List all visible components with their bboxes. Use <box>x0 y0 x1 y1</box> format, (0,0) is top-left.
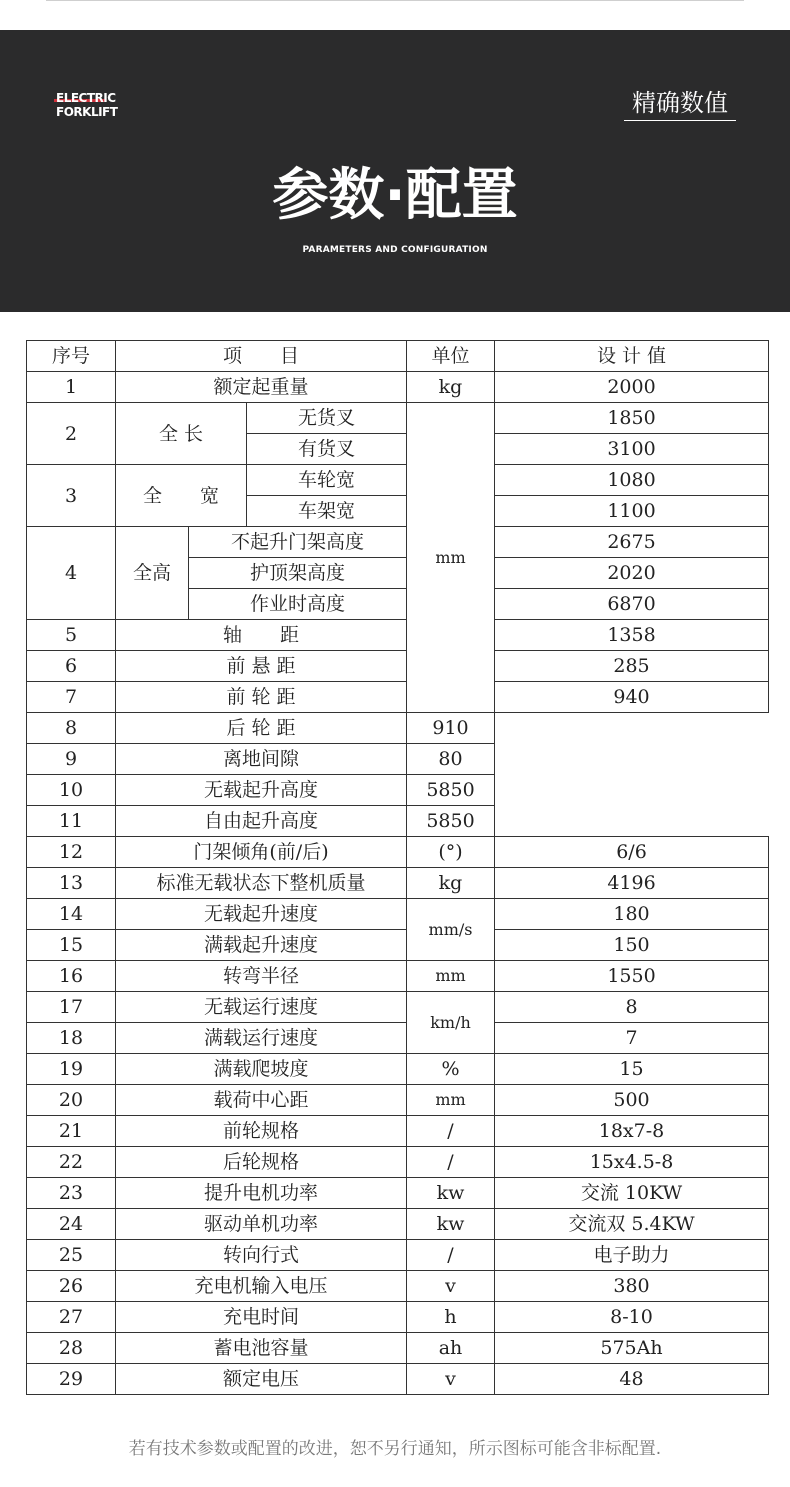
row-unit: kw <box>407 1178 495 1209</box>
table-row <box>27 744 769 775</box>
row-no: 29 <box>27 1364 116 1395</box>
row-value: 1850 <box>495 403 769 434</box>
row-value: 3100 <box>495 434 769 465</box>
table-row <box>27 1271 769 1302</box>
row-item: 自由起升高度 <box>116 806 407 837</box>
logo-line1: ELECTRIC <box>56 91 116 105</box>
row-subitem: 不起升门架高度 <box>189 527 407 558</box>
row-item: 充电时间 <box>116 1302 407 1333</box>
row-no: 21 <box>27 1116 116 1147</box>
row-no: 1 <box>27 372 116 403</box>
table-row <box>27 403 769 434</box>
row-subitem: 车架宽 <box>247 496 407 527</box>
row-item: 满载起升速度 <box>116 930 407 961</box>
row-no: 12 <box>27 837 116 868</box>
row-value: 5850 <box>407 775 495 806</box>
spec-table <box>26 340 769 1395</box>
row-unit-merged-travel-speed: km/h <box>407 992 495 1054</box>
table-row <box>27 527 769 558</box>
row-value: 1100 <box>495 496 769 527</box>
row-no: 10 <box>27 775 116 806</box>
row-no: 24 <box>27 1209 116 1240</box>
row-item: 充电机输入电压 <box>116 1271 407 1302</box>
table-row <box>27 1178 769 1209</box>
row-item: 离地间隙 <box>116 744 407 775</box>
row-item: 门架倾角(前/后) <box>116 837 407 868</box>
row-unit: / <box>407 1147 495 1178</box>
row-value: 7 <box>495 1023 769 1054</box>
table-row <box>27 1054 769 1085</box>
row-unit: % <box>407 1054 495 1085</box>
row-value: 48 <box>495 1364 769 1395</box>
row-value: 交流 10KW <box>495 1178 769 1209</box>
row-unit: kg <box>407 372 495 403</box>
row-value: 15x4.5-8 <box>495 1147 769 1178</box>
row-no: 20 <box>27 1085 116 1116</box>
logo-line2: FORKLIFT <box>56 105 118 119</box>
table-row <box>27 1302 769 1333</box>
accuracy-tag: 精确数值 <box>624 86 736 121</box>
row-item: 全 长 <box>116 403 247 465</box>
row-value: 910 <box>407 713 495 744</box>
row-value: 2020 <box>495 558 769 589</box>
table-row <box>27 775 769 806</box>
row-item: 标准无载状态下整机质量 <box>116 868 407 899</box>
table-row <box>27 620 769 651</box>
row-item: 驱动单机功率 <box>116 1209 407 1240</box>
row-item: 转弯半径 <box>116 961 407 992</box>
page-title: 参数·配置 <box>272 163 518 228</box>
table-row <box>27 1364 769 1395</box>
row-value: 285 <box>495 651 769 682</box>
table-row <box>27 1116 769 1147</box>
row-item: 轴 距 <box>116 620 407 651</box>
row-item: 额定起重量 <box>116 372 407 403</box>
row-no: 15 <box>27 930 116 961</box>
table-row <box>27 868 769 899</box>
header-no: 序号 <box>27 341 116 372</box>
header-item: 项 目 <box>116 341 407 372</box>
row-no: 14 <box>27 899 116 930</box>
row-value: 575Ah <box>495 1333 769 1364</box>
table-row <box>27 992 769 1023</box>
table-row <box>27 372 769 403</box>
row-value: 2000 <box>495 372 769 403</box>
row-no: 5 <box>27 620 116 651</box>
row-value: 18x7-8 <box>495 1116 769 1147</box>
row-item: 后 轮 距 <box>116 713 407 744</box>
row-value: 4196 <box>495 868 769 899</box>
header-unit: 单位 <box>407 341 495 372</box>
row-no: 18 <box>27 1023 116 1054</box>
row-value: 180 <box>495 899 769 930</box>
row-no: 16 <box>27 961 116 992</box>
row-no: 23 <box>27 1178 116 1209</box>
row-value: 500 <box>495 1085 769 1116</box>
row-no: 9 <box>27 744 116 775</box>
row-unit: ah <box>407 1333 495 1364</box>
table-row <box>27 899 769 930</box>
brand-logo <box>56 92 117 118</box>
row-subitem: 有货叉 <box>247 434 407 465</box>
row-no: 19 <box>27 1054 116 1085</box>
row-unit: / <box>407 1116 495 1147</box>
row-value: 80 <box>407 744 495 775</box>
row-no: 2 <box>27 403 116 465</box>
table-row <box>27 837 769 868</box>
row-item: 前轮规格 <box>116 1116 407 1147</box>
row-value: 5850 <box>407 806 495 837</box>
row-unit-merged-lift-speed: mm/s <box>407 899 495 961</box>
table-row <box>27 961 769 992</box>
top-divider <box>46 0 744 1</box>
row-value: 380 <box>495 1271 769 1302</box>
row-item: 全 宽 <box>116 465 247 527</box>
row-unit: v <box>407 1271 495 1302</box>
row-value: 1358 <box>495 620 769 651</box>
row-no: 26 <box>27 1271 116 1302</box>
row-item: 无载起升高度 <box>116 775 407 806</box>
row-no: 4 <box>27 527 116 620</box>
row-value: 2675 <box>495 527 769 558</box>
row-item: 满载爬坡度 <box>116 1054 407 1085</box>
row-no: 25 <box>27 1240 116 1271</box>
row-no: 6 <box>27 651 116 682</box>
table-row <box>27 1333 769 1364</box>
table-row <box>27 930 769 961</box>
row-no: 3 <box>27 465 116 527</box>
row-value: 6/6 <box>495 837 769 868</box>
table-row <box>27 1209 769 1240</box>
table-row <box>27 806 769 837</box>
row-item: 转向行式 <box>116 1240 407 1271</box>
table-row <box>27 1023 769 1054</box>
row-no: 22 <box>27 1147 116 1178</box>
row-item: 载荷中心距 <box>116 1085 407 1116</box>
row-no: 13 <box>27 868 116 899</box>
row-item: 前 悬 距 <box>116 651 407 682</box>
table-row <box>27 1085 769 1116</box>
footnote: 若有技术参数或配置的改进，恕不另行通知，所示图标可能含非标配置. <box>128 1439 662 1459</box>
row-no: 7 <box>27 682 116 713</box>
row-value: 1080 <box>495 465 769 496</box>
page-subtitle: PARAMETERS AND CONFIGURATION <box>302 245 488 255</box>
row-value: 150 <box>495 930 769 961</box>
row-value: 940 <box>495 682 769 713</box>
table-row <box>27 1240 769 1271</box>
row-unit: mm <box>407 961 495 992</box>
table-row <box>27 713 769 744</box>
row-unit: / <box>407 1240 495 1271</box>
row-value: 6870 <box>495 589 769 620</box>
row-value: 电子助力 <box>495 1240 769 1271</box>
row-no: 28 <box>27 1333 116 1364</box>
row-unit: (°) <box>407 837 495 868</box>
row-unit: kg <box>407 868 495 899</box>
table-header-row <box>27 341 769 372</box>
row-unit: kw <box>407 1209 495 1240</box>
row-value: 交流双 5.4KW <box>495 1209 769 1240</box>
row-item: 满载运行速度 <box>116 1023 407 1054</box>
row-no: 17 <box>27 992 116 1023</box>
row-unit-merged-mm: mm <box>407 403 495 713</box>
row-unit: v <box>407 1364 495 1395</box>
row-value: 8-10 <box>495 1302 769 1333</box>
row-item: 后轮规格 <box>116 1147 407 1178</box>
row-item: 额定电压 <box>116 1364 407 1395</box>
row-item: 蓄电池容量 <box>116 1333 407 1364</box>
row-no: 11 <box>27 806 116 837</box>
row-item: 全高 <box>116 527 189 620</box>
row-item: 提升电机功率 <box>116 1178 407 1209</box>
row-item: 无载运行速度 <box>116 992 407 1023</box>
table-row <box>27 682 769 713</box>
row-no: 27 <box>27 1302 116 1333</box>
row-value: 1550 <box>495 961 769 992</box>
row-unit: h <box>407 1302 495 1333</box>
row-no: 8 <box>27 713 116 744</box>
row-subitem: 作业时高度 <box>189 589 407 620</box>
header-value: 设 计 值 <box>495 341 769 372</box>
row-subitem: 无货叉 <box>247 403 407 434</box>
row-value: 8 <box>495 992 769 1023</box>
row-item: 无载起升速度 <box>116 899 407 930</box>
row-item: 前 轮 距 <box>116 682 407 713</box>
table-row <box>27 1147 769 1178</box>
table-row <box>27 465 769 496</box>
row-unit: mm <box>407 1085 495 1116</box>
row-value: 15 <box>495 1054 769 1085</box>
table-row <box>27 651 769 682</box>
row-subitem: 车轮宽 <box>247 465 407 496</box>
row-subitem: 护顶架高度 <box>189 558 407 589</box>
